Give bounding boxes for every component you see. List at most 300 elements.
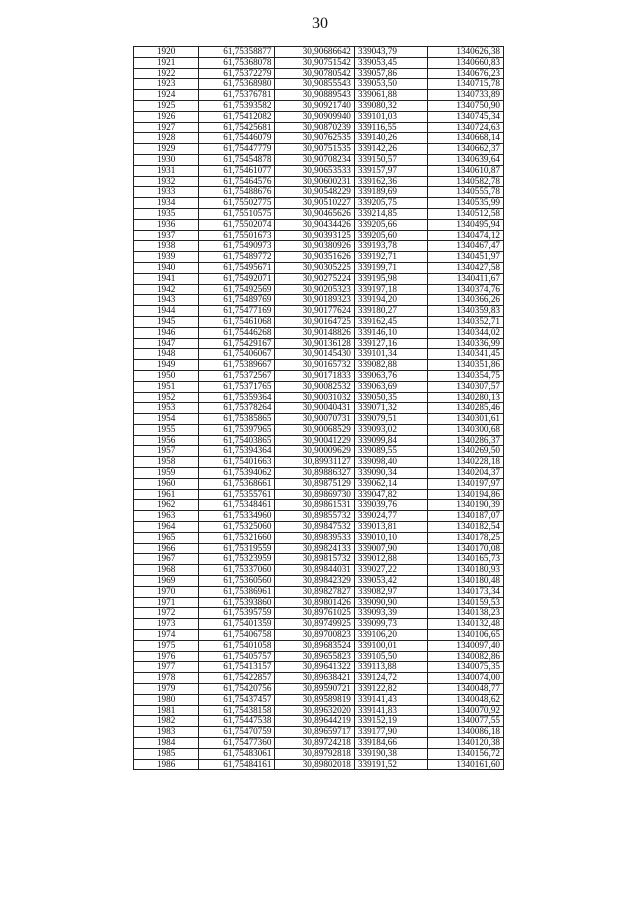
- table-row: [134, 522, 504, 533]
- longitude-cell: 30,90205323: [275, 284, 354, 295]
- point-number-cell: 1947: [134, 338, 199, 349]
- latitude-cell: 61,75403865: [199, 435, 275, 446]
- x-coordinate-cell: 339105,50: [354, 651, 427, 662]
- table-row: [134, 273, 504, 284]
- x-coordinate-cell: 339063,69: [354, 381, 427, 392]
- y-coordinate-cell: 1340662,37: [427, 144, 503, 155]
- latitude-cell: 61,75401359: [199, 619, 275, 630]
- table-row: [134, 478, 504, 489]
- point-number-cell: 1970: [134, 586, 199, 597]
- x-coordinate-cell: 339063,76: [354, 370, 427, 381]
- longitude-cell: 30,90889543: [275, 90, 354, 101]
- x-coordinate-cell: 339113,88: [354, 662, 427, 673]
- x-coordinate-cell: 339124,72: [354, 673, 427, 684]
- x-coordinate-cell: 339090,90: [354, 597, 427, 608]
- point-number-cell: 1965: [134, 532, 199, 543]
- y-coordinate-cell: 1340173,34: [427, 586, 503, 597]
- table-row: [134, 338, 504, 349]
- longitude-cell: 30,90780542: [275, 68, 354, 79]
- table-row: [134, 392, 504, 403]
- point-number-cell: 1940: [134, 262, 199, 273]
- latitude-cell: 61,75337060: [199, 565, 275, 576]
- y-coordinate-cell: 1340626,38: [427, 47, 503, 58]
- latitude-cell: 61,75484161: [199, 759, 275, 770]
- x-coordinate-cell: 339205,66: [354, 219, 427, 230]
- y-coordinate-cell: 1340467,47: [427, 241, 503, 252]
- x-coordinate-cell: 339093,02: [354, 424, 427, 435]
- x-coordinate-cell: 339141,43: [354, 694, 427, 705]
- point-number-cell: 1954: [134, 414, 199, 425]
- y-coordinate-cell: 1340451,97: [427, 252, 503, 263]
- x-coordinate-cell: 339191,52: [354, 759, 427, 770]
- y-coordinate-cell: 1340411,67: [427, 273, 503, 284]
- y-coordinate-cell: 1340180,93: [427, 565, 503, 576]
- latitude-cell: 61,75368661: [199, 478, 275, 489]
- point-number-cell: 1973: [134, 619, 199, 630]
- longitude-cell: 30,89844031: [275, 565, 354, 576]
- latitude-cell: 61,75464576: [199, 176, 275, 187]
- latitude-cell: 61,75437457: [199, 694, 275, 705]
- longitude-cell: 30,90465626: [275, 208, 354, 219]
- point-number-cell: 1980: [134, 694, 199, 705]
- longitude-cell: 30,90351626: [275, 252, 354, 263]
- latitude-cell: 61,75470759: [199, 727, 275, 738]
- longitude-cell: 30,90305225: [275, 262, 354, 273]
- y-coordinate-cell: 1340374,76: [427, 284, 503, 295]
- latitude-cell: 61,75394364: [199, 446, 275, 457]
- y-coordinate-cell: 1340190,39: [427, 500, 503, 511]
- longitude-cell: 30,89931127: [275, 457, 354, 468]
- table-row: [134, 705, 504, 716]
- longitude-cell: 30,90434426: [275, 219, 354, 230]
- latitude-cell: 61,75461077: [199, 165, 275, 176]
- longitude-cell: 30,90751542: [275, 57, 354, 68]
- point-number-cell: 1959: [134, 468, 199, 479]
- x-coordinate-cell: 339101,34: [354, 349, 427, 360]
- table-row: [134, 662, 504, 673]
- longitude-cell: 30,90751535: [275, 144, 354, 155]
- point-number-cell: 1926: [134, 111, 199, 122]
- table-row: [134, 100, 504, 111]
- table-row: [134, 111, 504, 122]
- point-number-cell: 1968: [134, 565, 199, 576]
- y-coordinate-cell: 1340495,94: [427, 219, 503, 230]
- y-coordinate-cell: 1340285,46: [427, 403, 503, 414]
- x-coordinate-cell: 339192,71: [354, 252, 427, 263]
- latitude-cell: 61,75492071: [199, 273, 275, 284]
- x-coordinate-cell: 339098,40: [354, 457, 427, 468]
- latitude-cell: 61,75438158: [199, 705, 275, 716]
- table-row: [134, 414, 504, 425]
- y-coordinate-cell: 1340344,02: [427, 327, 503, 338]
- latitude-cell: 61,75376781: [199, 90, 275, 101]
- y-coordinate-cell: 1340582,78: [427, 176, 503, 187]
- latitude-cell: 61,75358877: [199, 47, 275, 58]
- latitude-cell: 61,75372567: [199, 370, 275, 381]
- table-row: [134, 176, 504, 187]
- point-number-cell: 1956: [134, 435, 199, 446]
- latitude-cell: 61,75372279: [199, 68, 275, 79]
- table-row: [134, 57, 504, 68]
- point-number-cell: 1933: [134, 187, 199, 198]
- longitude-cell: 30,89632020: [275, 705, 354, 716]
- longitude-cell: 30,89761025: [275, 608, 354, 619]
- longitude-cell: 30,89815732: [275, 554, 354, 565]
- x-coordinate-cell: 339099,73: [354, 619, 427, 630]
- longitude-cell: 30,90909940: [275, 111, 354, 122]
- x-coordinate-cell: 339140,26: [354, 133, 427, 144]
- table-row: [134, 759, 504, 770]
- latitude-cell: 61,75489769: [199, 295, 275, 306]
- y-coordinate-cell: 1340120,38: [427, 738, 503, 749]
- latitude-cell: 61,75321660: [199, 532, 275, 543]
- y-coordinate-cell: 1340336,99: [427, 338, 503, 349]
- table-row: [134, 640, 504, 651]
- latitude-cell: 61,75397965: [199, 424, 275, 435]
- longitude-cell: 30,89683524: [275, 640, 354, 651]
- longitude-cell: 30,89861531: [275, 500, 354, 511]
- y-coordinate-cell: 1340086,18: [427, 727, 503, 738]
- point-number-cell: 1953: [134, 403, 199, 414]
- table-row: [134, 79, 504, 90]
- y-coordinate-cell: 1340187,07: [427, 511, 503, 522]
- latitude-cell: 61,75385865: [199, 414, 275, 425]
- point-number-cell: 1977: [134, 662, 199, 673]
- y-coordinate-cell: 1340535,99: [427, 198, 503, 209]
- x-coordinate-cell: 339062,14: [354, 478, 427, 489]
- longitude-cell: 30,90600231: [275, 176, 354, 187]
- point-number-cell: 1931: [134, 165, 199, 176]
- y-coordinate-cell: 1340197,97: [427, 478, 503, 489]
- latitude-cell: 61,75447779: [199, 144, 275, 155]
- latitude-cell: 61,75477169: [199, 306, 275, 317]
- x-coordinate-cell: 339061,88: [354, 90, 427, 101]
- x-coordinate-cell: 339007,90: [354, 543, 427, 554]
- x-coordinate-cell: 339195,98: [354, 273, 427, 284]
- longitude-cell: 30,89638421: [275, 673, 354, 684]
- longitude-cell: 30,90041229: [275, 435, 354, 446]
- longitude-cell: 30,89847532: [275, 522, 354, 533]
- y-coordinate-cell: 1340097,40: [427, 640, 503, 651]
- y-coordinate-cell: 1340070,92: [427, 705, 503, 716]
- x-coordinate-cell: 339079,51: [354, 414, 427, 425]
- x-coordinate-cell: 339180,27: [354, 306, 427, 317]
- point-number-cell: 1978: [134, 673, 199, 684]
- latitude-cell: 61,75334960: [199, 511, 275, 522]
- x-coordinate-cell: 339053,50: [354, 79, 427, 90]
- point-number-cell: 1979: [134, 684, 199, 695]
- point-number-cell: 1930: [134, 154, 199, 165]
- point-number-cell: 1983: [134, 727, 199, 738]
- latitude-cell: 61,75393860: [199, 597, 275, 608]
- x-coordinate-cell: 339116,55: [354, 122, 427, 133]
- latitude-cell: 61,75393582: [199, 100, 275, 111]
- y-coordinate-cell: 1340048,62: [427, 694, 503, 705]
- y-coordinate-cell: 1340075,35: [427, 662, 503, 673]
- x-coordinate-cell: 339194,20: [354, 295, 427, 306]
- table-row: [134, 457, 504, 468]
- longitude-cell: 30,90040431: [275, 403, 354, 414]
- table-row: [134, 262, 504, 273]
- table-row: [134, 295, 504, 306]
- latitude-cell: 61,75406067: [199, 349, 275, 360]
- point-number-cell: 1935: [134, 208, 199, 219]
- y-coordinate-cell: 1340204,37: [427, 468, 503, 479]
- table-row: [134, 673, 504, 684]
- y-coordinate-cell: 1340156,72: [427, 748, 503, 759]
- longitude-cell: 30,89839533: [275, 532, 354, 543]
- longitude-cell: 30,89749925: [275, 619, 354, 630]
- point-number-cell: 1923: [134, 79, 199, 90]
- longitude-cell: 30,90393125: [275, 230, 354, 241]
- x-coordinate-cell: 339082,88: [354, 360, 427, 371]
- longitude-cell: 30,90164725: [275, 316, 354, 327]
- table-row: [134, 316, 504, 327]
- table-row: [134, 554, 504, 565]
- table-row: [134, 219, 504, 230]
- point-number-cell: 1966: [134, 543, 199, 554]
- x-coordinate-cell: 339205,75: [354, 198, 427, 209]
- latitude-cell: 61,75360560: [199, 576, 275, 587]
- latitude-cell: 61,75429167: [199, 338, 275, 349]
- point-number-cell: 1927: [134, 122, 199, 133]
- longitude-cell: 30,89801426: [275, 597, 354, 608]
- x-coordinate-cell: 339142,26: [354, 144, 427, 155]
- point-number-cell: 1943: [134, 295, 199, 306]
- longitude-cell: 30,90855543: [275, 79, 354, 90]
- x-coordinate-cell: 339043,79: [354, 47, 427, 58]
- longitude-cell: 30,90165732: [275, 360, 354, 371]
- table-row: [134, 727, 504, 738]
- table-row: [134, 684, 504, 695]
- longitude-cell: 30,89724218: [275, 738, 354, 749]
- table-row: [134, 738, 504, 749]
- longitude-cell: 30,90510227: [275, 198, 354, 209]
- x-coordinate-cell: 339106,20: [354, 630, 427, 641]
- y-coordinate-cell: 1340301,61: [427, 414, 503, 425]
- latitude-cell: 61,75371765: [199, 381, 275, 392]
- table-row: [134, 489, 504, 500]
- longitude-cell: 30,90177624: [275, 306, 354, 317]
- latitude-cell: 61,75355761: [199, 489, 275, 500]
- table-row: [134, 532, 504, 543]
- x-coordinate-cell: 339122,82: [354, 684, 427, 695]
- y-coordinate-cell: 1340307,57: [427, 381, 503, 392]
- point-number-cell: 1962: [134, 500, 199, 511]
- point-number-cell: 1942: [134, 284, 199, 295]
- point-number-cell: 1949: [134, 360, 199, 371]
- y-coordinate-cell: 1340178,25: [427, 532, 503, 543]
- table-row: [134, 133, 504, 144]
- table-row: [134, 403, 504, 414]
- point-number-cell: 1974: [134, 630, 199, 641]
- point-number-cell: 1928: [134, 133, 199, 144]
- y-coordinate-cell: 1340182,54: [427, 522, 503, 533]
- x-coordinate-cell: 339093,39: [354, 608, 427, 619]
- latitude-cell: 61,75413157: [199, 662, 275, 673]
- point-number-cell: 1985: [134, 748, 199, 759]
- longitude-cell: 30,89824133: [275, 543, 354, 554]
- table-row: [134, 198, 504, 209]
- table-row: [134, 468, 504, 479]
- point-number-cell: 1961: [134, 489, 199, 500]
- y-coordinate-cell: 1340352,71: [427, 316, 503, 327]
- latitude-cell: 61,75401663: [199, 457, 275, 468]
- point-number-cell: 1929: [134, 144, 199, 155]
- latitude-cell: 61,75406758: [199, 630, 275, 641]
- y-coordinate-cell: 1340512,58: [427, 208, 503, 219]
- longitude-cell: 30,90686642: [275, 47, 354, 58]
- latitude-cell: 61,75401058: [199, 640, 275, 651]
- y-coordinate-cell: 1340715,78: [427, 79, 503, 90]
- x-coordinate-cell: 339057,86: [354, 68, 427, 79]
- table-row: [134, 47, 504, 58]
- longitude-cell: 30,90380926: [275, 241, 354, 252]
- latitude-cell: 61,75425681: [199, 122, 275, 133]
- y-coordinate-cell: 1340745,34: [427, 111, 503, 122]
- y-coordinate-cell: 1340555,78: [427, 187, 503, 198]
- point-number-cell: 1938: [134, 241, 199, 252]
- longitude-cell: 30,90136128: [275, 338, 354, 349]
- y-coordinate-cell: 1340228,18: [427, 457, 503, 468]
- y-coordinate-cell: 1340161,60: [427, 759, 503, 770]
- latitude-cell: 61,75446079: [199, 133, 275, 144]
- y-coordinate-cell: 1340300,68: [427, 424, 503, 435]
- x-coordinate-cell: 339150,57: [354, 154, 427, 165]
- point-number-cell: 1967: [134, 554, 199, 565]
- y-coordinate-cell: 1340165,73: [427, 554, 503, 565]
- y-coordinate-cell: 1340354,75: [427, 370, 503, 381]
- latitude-cell: 61,75502074: [199, 219, 275, 230]
- point-number-cell: 1951: [134, 381, 199, 392]
- x-coordinate-cell: 339050,35: [354, 392, 427, 403]
- x-coordinate-cell: 339080,32: [354, 100, 427, 111]
- x-coordinate-cell: 339190,38: [354, 748, 427, 759]
- latitude-cell: 61,75325060: [199, 522, 275, 533]
- table-row: [134, 154, 504, 165]
- x-coordinate-cell: 339013,81: [354, 522, 427, 533]
- latitude-cell: 61,75492569: [199, 284, 275, 295]
- x-coordinate-cell: 339101,03: [354, 111, 427, 122]
- longitude-cell: 30,90070731: [275, 414, 354, 425]
- x-coordinate-cell: 339205,60: [354, 230, 427, 241]
- longitude-cell: 30,89886327: [275, 468, 354, 479]
- x-coordinate-cell: 339099,84: [354, 435, 427, 446]
- y-coordinate-cell: 1340048,77: [427, 684, 503, 695]
- longitude-cell: 30,89827827: [275, 586, 354, 597]
- table-row: [134, 748, 504, 759]
- latitude-cell: 61,75412082: [199, 111, 275, 122]
- x-coordinate-cell: 339082,97: [354, 586, 427, 597]
- table-row: [134, 165, 504, 176]
- x-coordinate-cell: 339027,22: [354, 565, 427, 576]
- x-coordinate-cell: 339184,66: [354, 738, 427, 749]
- y-coordinate-cell: 1340724,63: [427, 122, 503, 133]
- x-coordinate-cell: 339090,34: [354, 468, 427, 479]
- latitude-cell: 61,75386961: [199, 586, 275, 597]
- x-coordinate-cell: 339024,77: [354, 511, 427, 522]
- y-coordinate-cell: 1340733,89: [427, 90, 503, 101]
- longitude-cell: 30,90189323: [275, 295, 354, 306]
- table-row: [134, 424, 504, 435]
- longitude-cell: 30,89655823: [275, 651, 354, 662]
- latitude-cell: 61,75348461: [199, 500, 275, 511]
- table-row: [134, 597, 504, 608]
- table-row: [134, 586, 504, 597]
- longitude-cell: 30,90708234: [275, 154, 354, 165]
- y-coordinate-cell: 1340341,45: [427, 349, 503, 360]
- y-coordinate-cell: 1340074,00: [427, 673, 503, 684]
- latitude-cell: 61,75394062: [199, 468, 275, 479]
- latitude-cell: 61,75454878: [199, 154, 275, 165]
- longitude-cell: 30,89590721: [275, 684, 354, 695]
- page-number: 30: [312, 15, 328, 32]
- latitude-cell: 61,75422857: [199, 673, 275, 684]
- table-row: [134, 122, 504, 133]
- longitude-cell: 30,89802018: [275, 759, 354, 770]
- y-coordinate-cell: 1340676,23: [427, 68, 503, 79]
- x-coordinate-cell: 339100,01: [354, 640, 427, 651]
- longitude-cell: 30,89700823: [275, 630, 354, 641]
- table-row: [134, 511, 504, 522]
- point-number-cell: 1958: [134, 457, 199, 468]
- x-coordinate-cell: 339214,85: [354, 208, 427, 219]
- point-number-cell: 1922: [134, 68, 199, 79]
- point-number-cell: 1944: [134, 306, 199, 317]
- point-number-cell: 1936: [134, 219, 199, 230]
- point-number-cell: 1937: [134, 230, 199, 241]
- latitude-cell: 61,75483061: [199, 748, 275, 759]
- y-coordinate-cell: 1340159,53: [427, 597, 503, 608]
- latitude-cell: 61,75461068: [199, 316, 275, 327]
- x-coordinate-cell: 339012,88: [354, 554, 427, 565]
- y-coordinate-cell: 1340474,12: [427, 230, 503, 241]
- latitude-cell: 61,75405757: [199, 651, 275, 662]
- x-coordinate-cell: 339199,71: [354, 262, 427, 273]
- longitude-cell: 30,90762535: [275, 133, 354, 144]
- x-coordinate-cell: 339193,78: [354, 241, 427, 252]
- point-number-cell: 1971: [134, 597, 199, 608]
- x-coordinate-cell: 339162,36: [354, 176, 427, 187]
- point-number-cell: 1952: [134, 392, 199, 403]
- table-row: [134, 144, 504, 155]
- y-coordinate-cell: 1340106,65: [427, 630, 503, 641]
- y-coordinate-cell: 1340639,64: [427, 154, 503, 165]
- table-row: [134, 90, 504, 101]
- table-row: [134, 327, 504, 338]
- point-number-cell: 1950: [134, 370, 199, 381]
- table-row: [134, 543, 504, 554]
- point-number-cell: 1969: [134, 576, 199, 587]
- latitude-cell: 61,75501673: [199, 230, 275, 241]
- table-row: [134, 306, 504, 317]
- longitude-cell: 30,89589819: [275, 694, 354, 705]
- table-row: [134, 370, 504, 381]
- table-row: [134, 252, 504, 263]
- longitude-cell: 30,89869730: [275, 489, 354, 500]
- point-number-cell: 1986: [134, 759, 199, 770]
- longitude-cell: 30,89644219: [275, 716, 354, 727]
- point-number-cell: 1921: [134, 57, 199, 68]
- longitude-cell: 30,90171833: [275, 370, 354, 381]
- point-number-cell: 1920: [134, 47, 199, 58]
- y-coordinate-cell: 1340138,23: [427, 608, 503, 619]
- table-row: [134, 716, 504, 727]
- table-row: [134, 651, 504, 662]
- x-coordinate-cell: 339162,45: [354, 316, 427, 327]
- latitude-cell: 61,75495671: [199, 262, 275, 273]
- y-coordinate-cell: 1340170,08: [427, 543, 503, 554]
